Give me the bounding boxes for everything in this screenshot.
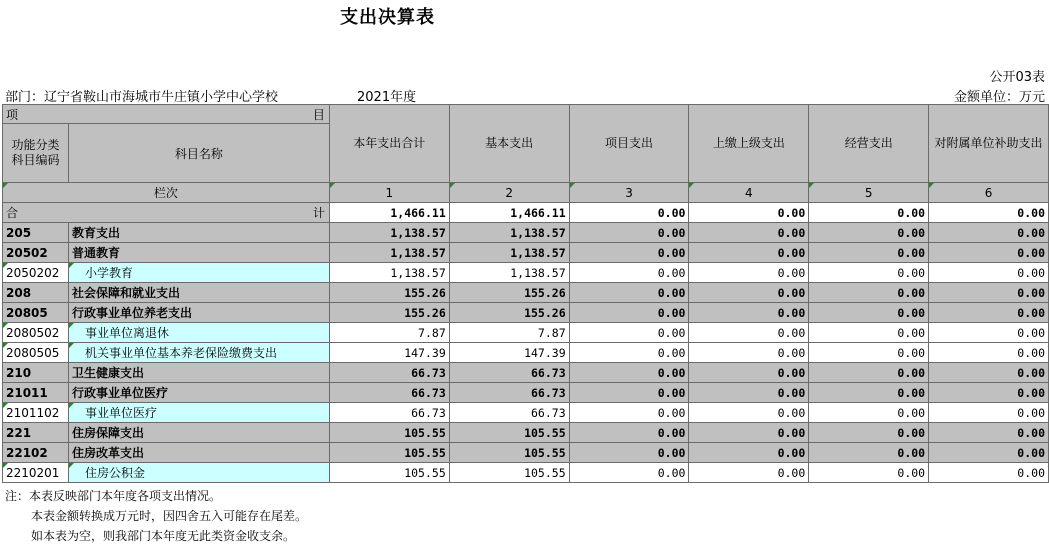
row-code: 2101102 bbox=[3, 403, 69, 423]
row-value: 105.55 bbox=[449, 423, 569, 443]
row-value: 0.00 bbox=[809, 263, 929, 283]
footnote: 本表金额转换成万元时，因四舍五入可能存在尾差。 bbox=[31, 509, 308, 523]
row-value: 0.00 bbox=[689, 363, 809, 383]
row-name: 住房改革支出 bbox=[68, 443, 329, 463]
table-row bbox=[3, 343, 1049, 363]
header-col-2: 基本支出 bbox=[449, 105, 569, 183]
col-number: 3 bbox=[569, 183, 689, 203]
table-row bbox=[3, 323, 1049, 343]
row-code: 221 bbox=[3, 423, 69, 443]
row-value: 0.00 bbox=[929, 303, 1049, 323]
row-value: 155.26 bbox=[329, 283, 449, 303]
row-value: 1,138.57 bbox=[449, 243, 569, 263]
row-name: 教育支出 bbox=[68, 223, 329, 243]
total-value: 0.00 bbox=[929, 203, 1049, 223]
row-value: 66.73 bbox=[449, 403, 569, 423]
col-number: 2 bbox=[449, 183, 569, 203]
row-value: 0.00 bbox=[929, 343, 1049, 363]
row-code: 20805 bbox=[3, 303, 69, 323]
row-code: 205 bbox=[3, 223, 69, 243]
total-right: 计 bbox=[312, 206, 325, 220]
table-row bbox=[3, 463, 1049, 483]
row-value: 0.00 bbox=[809, 363, 929, 383]
row-value: 147.39 bbox=[449, 343, 569, 363]
row-value: 0.00 bbox=[569, 463, 689, 483]
row-name: 小学教育 bbox=[68, 263, 329, 283]
row-value: 0.00 bbox=[689, 243, 809, 263]
header-col-1: 本年支出合计 bbox=[329, 105, 449, 183]
row-value: 0.00 bbox=[809, 403, 929, 423]
row-value: 0.00 bbox=[929, 283, 1049, 303]
row-value: 0.00 bbox=[929, 463, 1049, 483]
department-label: 部门：辽宁省鞍山市海城市牛庄镇小学中心学校 bbox=[5, 90, 279, 105]
row-name: 机关事业单位基本养老保险缴费支出 bbox=[68, 343, 329, 363]
row-value: 0.00 bbox=[689, 403, 809, 423]
row-value: 0.00 bbox=[929, 323, 1049, 343]
code-header: 功能分类科目编码 bbox=[3, 124, 69, 183]
row-value: 0.00 bbox=[569, 343, 689, 363]
total-value: 1,466.11 bbox=[449, 203, 569, 223]
total-row bbox=[3, 203, 1049, 223]
header-xiang-mu bbox=[3, 105, 330, 124]
row-code: 21011 bbox=[3, 383, 69, 403]
row-value: 66.73 bbox=[329, 383, 449, 403]
row-value: 7.87 bbox=[329, 323, 449, 343]
row-code: 208 bbox=[3, 283, 69, 303]
row-value: 105.55 bbox=[329, 423, 449, 443]
row-value: 0.00 bbox=[929, 443, 1049, 463]
table-row bbox=[3, 423, 1049, 443]
col-number: 4 bbox=[689, 183, 809, 203]
row-value: 0.00 bbox=[689, 443, 809, 463]
row-value: 1,138.57 bbox=[449, 223, 569, 243]
row-value: 0.00 bbox=[569, 323, 689, 343]
table-row bbox=[3, 263, 1049, 283]
row-value: 0.00 bbox=[569, 423, 689, 443]
header-col-6: 对附属单位补助支出 bbox=[929, 105, 1049, 183]
row-value: 0.00 bbox=[929, 363, 1049, 383]
row-code: 2210201 bbox=[3, 463, 69, 483]
row-value: 0.00 bbox=[569, 383, 689, 403]
row-value: 1,138.57 bbox=[449, 263, 569, 283]
row-value: 7.87 bbox=[449, 323, 569, 343]
form-number: 公开03表 bbox=[989, 70, 1045, 85]
row-value: 0.00 bbox=[689, 423, 809, 443]
col-number: 5 bbox=[809, 183, 929, 203]
row-name: 住房保障支出 bbox=[68, 423, 329, 443]
row-value: 105.55 bbox=[449, 443, 569, 463]
table-row bbox=[3, 243, 1049, 263]
row-code: 2080505 bbox=[3, 343, 69, 363]
row-code: 2050202 bbox=[3, 263, 69, 283]
row-value: 0.00 bbox=[689, 343, 809, 363]
row-name: 事业单位离退休 bbox=[68, 323, 329, 343]
row-value: 0.00 bbox=[809, 303, 929, 323]
row-value: 0.00 bbox=[809, 423, 929, 443]
row-value: 0.00 bbox=[689, 263, 809, 283]
row-value: 0.00 bbox=[569, 443, 689, 463]
lanci-row bbox=[3, 183, 1049, 203]
header-col-4: 上缴上级支出 bbox=[689, 105, 809, 183]
row-value: 66.73 bbox=[449, 363, 569, 383]
row-value: 66.73 bbox=[329, 363, 449, 383]
row-value: 105.55 bbox=[329, 463, 449, 483]
row-value: 0.00 bbox=[569, 243, 689, 263]
row-value: 66.73 bbox=[449, 383, 569, 403]
row-value: 0.00 bbox=[569, 363, 689, 383]
expenditure-table bbox=[2, 104, 1049, 483]
row-value: 0.00 bbox=[929, 263, 1049, 283]
row-value: 147.39 bbox=[329, 343, 449, 363]
row-value: 1,138.57 bbox=[329, 263, 449, 283]
row-code: 210 bbox=[3, 363, 69, 383]
table-row bbox=[3, 403, 1049, 423]
total-left: 合 bbox=[6, 206, 19, 220]
lanci-label: 栏次 bbox=[3, 183, 330, 203]
row-name: 事业单位医疗 bbox=[68, 403, 329, 423]
xiang-label: 项 bbox=[6, 107, 19, 122]
row-value: 0.00 bbox=[929, 223, 1049, 243]
footnote: 如本表为空，则我部门本年度无此类资金收支余。 bbox=[31, 529, 296, 543]
table-row bbox=[3, 223, 1049, 243]
row-value: 0.00 bbox=[569, 283, 689, 303]
row-value: 66.73 bbox=[329, 403, 449, 423]
row-name: 行政事业单位医疗 bbox=[68, 383, 329, 403]
row-value: 0.00 bbox=[809, 223, 929, 243]
page-title: 支出决算表 bbox=[340, 7, 435, 28]
table-row bbox=[3, 363, 1049, 383]
row-value: 0.00 bbox=[689, 323, 809, 343]
header-row-1 bbox=[3, 105, 1049, 124]
col-number: 1 bbox=[329, 183, 449, 203]
row-name: 卫生健康支出 bbox=[68, 363, 329, 383]
total-value: 0.00 bbox=[689, 203, 809, 223]
row-code: 22102 bbox=[3, 443, 69, 463]
row-value: 105.55 bbox=[329, 443, 449, 463]
header-col-3: 项目支出 bbox=[569, 105, 689, 183]
row-value: 1,138.57 bbox=[329, 243, 449, 263]
name-header: 科目名称 bbox=[68, 124, 329, 183]
row-value: 0.00 bbox=[569, 403, 689, 423]
fiscal-year: 2021年度 bbox=[357, 90, 417, 105]
row-value: 0.00 bbox=[809, 343, 929, 363]
row-value: 155.26 bbox=[449, 283, 569, 303]
row-name: 行政事业单位养老支出 bbox=[68, 303, 329, 323]
row-value: 0.00 bbox=[569, 223, 689, 243]
row-value: 0.00 bbox=[809, 283, 929, 303]
total-value: 0.00 bbox=[809, 203, 929, 223]
row-value: 0.00 bbox=[929, 383, 1049, 403]
table-row bbox=[3, 383, 1049, 403]
row-code: 20502 bbox=[3, 243, 69, 263]
amount-unit: 金额单位：万元 bbox=[953, 90, 1045, 105]
row-value: 0.00 bbox=[569, 263, 689, 283]
row-name: 普通教育 bbox=[68, 243, 329, 263]
total-label bbox=[3, 203, 330, 223]
row-value: 0.00 bbox=[689, 383, 809, 403]
row-value: 0.00 bbox=[809, 463, 929, 483]
footnote: 注：本表反映部门本年度各项支出情况。 bbox=[5, 489, 222, 503]
row-value: 155.26 bbox=[329, 303, 449, 323]
row-value: 1,138.57 bbox=[329, 223, 449, 243]
row-value: 0.00 bbox=[929, 243, 1049, 263]
table-row bbox=[3, 303, 1049, 323]
row-value: 0.00 bbox=[689, 303, 809, 323]
row-value: 155.26 bbox=[449, 303, 569, 323]
table-row bbox=[3, 443, 1049, 463]
row-value: 0.00 bbox=[929, 423, 1049, 443]
header-col-5: 经营支出 bbox=[809, 105, 929, 183]
row-name: 社会保障和就业支出 bbox=[68, 283, 329, 303]
row-name: 住房公积金 bbox=[68, 463, 329, 483]
row-value: 0.00 bbox=[689, 283, 809, 303]
row-value: 0.00 bbox=[809, 243, 929, 263]
row-value: 0.00 bbox=[809, 323, 929, 343]
row-value: 0.00 bbox=[689, 463, 809, 483]
row-value: 0.00 bbox=[929, 403, 1049, 423]
row-value: 105.55 bbox=[449, 463, 569, 483]
table-row bbox=[3, 283, 1049, 303]
row-code: 2080502 bbox=[3, 323, 69, 343]
total-value: 0.00 bbox=[569, 203, 689, 223]
row-value: 0.00 bbox=[689, 223, 809, 243]
col-number: 6 bbox=[929, 183, 1049, 203]
row-value: 0.00 bbox=[569, 303, 689, 323]
row-value: 0.00 bbox=[809, 383, 929, 403]
total-value: 1,466.11 bbox=[329, 203, 449, 223]
mu-label: 目 bbox=[312, 108, 325, 122]
row-value: 0.00 bbox=[809, 443, 929, 463]
